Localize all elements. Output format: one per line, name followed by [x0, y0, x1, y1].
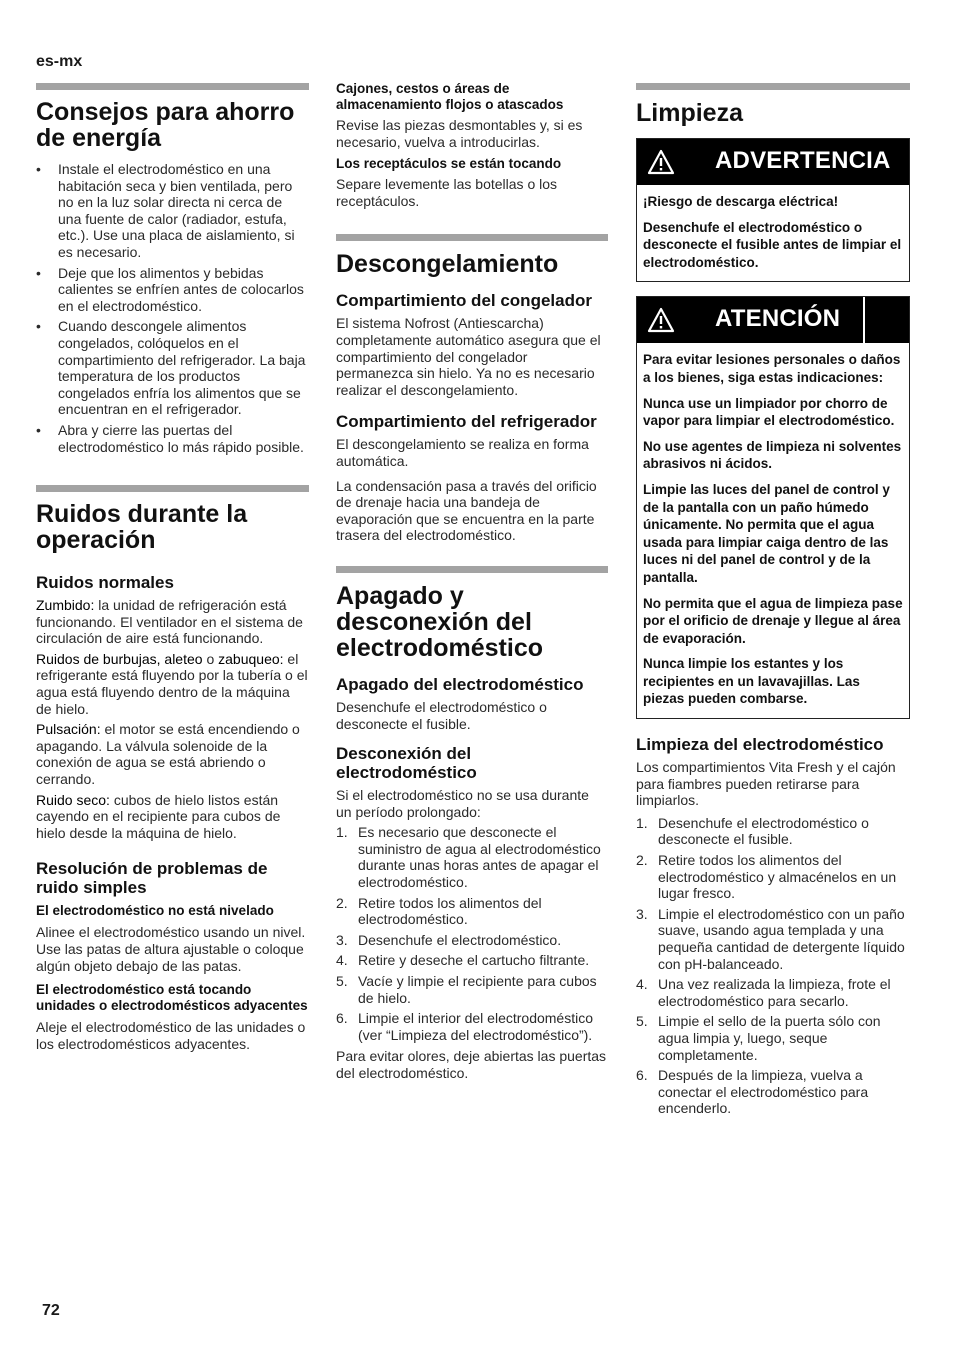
list-item-text: Cuando descongele alimentos congelados, colóquelos en el compartimiento del refrigerador. La baja temperatura de los productos congelados enfría los alimentos que se encuentran en el refrigerador. — [58, 318, 306, 418]
section-title-energy-saving — [36, 99, 309, 151]
list-item-text: Limpie el interior del electrodoméstico (ver “Limpieza del electrodoméstico”). — [358, 1010, 593, 1043]
subsection-switch-off: Apagado del electrodoméstico — [336, 674, 584, 694]
paragraph: El descongelamiento se realiza en forma automática. — [336, 436, 589, 469]
section-title-noises — [36, 501, 309, 553]
subsection-normal-noises: Ruidos normales — [36, 573, 174, 593]
term-label: Pulsación: — [36, 721, 101, 738]
caution-line: Nunca limpie los estantes y los recipientes en un lavavajillas. Las piezas pueden combarse. — [643, 656, 860, 707]
paragraph: Para evitar olores, deje abiertas las puertas del electrodoméstico. — [336, 1048, 607, 1081]
paragraph: Si el electrodoméstico no se usa durante un período prolongado: — [336, 787, 589, 820]
list-item: 5. Vacíe y limpie el recipiente para cubos de hielo. — [336, 973, 597, 1006]
paragraph: Separe levemente las botellas o los receptáculos. — [336, 176, 558, 209]
list-item: 1. Es necesario que desconecte el suministro de agua al electrodoméstico durante unas horas antes de apagar el electrodoméstico. — [336, 824, 601, 891]
caution-body — [637, 343, 909, 718]
list-item-text: Limpie el sello de la puerta sólo con agua limpia y, luego, seque completamente. — [658, 1013, 881, 1063]
term-text: el motor se está encendiendo o apagando. La válvula solenoide de la conexión de agua se está abriendo o cerrando. — [36, 721, 300, 788]
list-item: 6. Después de la limpieza, vuelva a conectar el electrodoméstico para encenderlo. — [636, 1067, 869, 1117]
column-right — [636, 0, 910, 1117]
section-divider — [336, 566, 608, 573]
page-number: 72 — [42, 1302, 60, 1319]
subsection-freezer: Compartimiento del congelador — [336, 291, 592, 311]
caution-line: Limpie las luces del panel de control y de la pantalla con un paño húmedo únicamente. No permita que el agua usada para limpiar caiga dentro de las luces ni del panel de control y de la pantalla. — [643, 481, 890, 585]
term-text: cubos de hielo listos están cayendo en el recipiente para cubos de hielo desde la máquina de hielo. — [36, 791, 281, 841]
title-line: Apagado y — [336, 581, 464, 610]
header-divider — [863, 297, 865, 343]
list-item-text: Retire todos los alimentos del electrodoméstico. — [358, 894, 542, 928]
column-middle — [336, 0, 608, 1082]
warning-box — [636, 138, 910, 282]
paragraph — [36, 792, 309, 842]
subsection-troubleshooting: Resolución de problemas de ruido simples — [36, 859, 268, 898]
problem-heading: El electrodoméstico está tocando unidades o electrodomésticos adyacentes — [36, 982, 308, 1014]
paragraph — [36, 651, 309, 717]
list-item: 2. Retire todos los alimentos del electrodoméstico. — [336, 894, 542, 928]
section-divider — [36, 83, 309, 90]
warning-triangle-icon — [647, 149, 675, 175]
list-item-text: Retire todos los alimentos del electrodoméstico y almacénelos en un lugar fresco. — [658, 852, 897, 902]
section-title-shutdown — [336, 583, 608, 661]
term-label: Ruido seco: — [36, 791, 110, 808]
warning-body — [637, 185, 909, 281]
list-item-text: Desenchufe el electrodoméstico. — [358, 931, 562, 948]
disconnect-steps-list — [336, 824, 608, 1043]
list-item-text: Después de la limpieza, vuelva a conectar el electrodoméstico para encenderlo. — [658, 1067, 869, 1117]
section-divider — [636, 83, 910, 90]
paragraph: Aleje el electrodoméstico de las unidades o los electrodomésticos adyacentes. — [36, 1019, 306, 1052]
paragraph: Los compartimientos Vita Fresh y el cajón para fiambres pueden retirarse para limpiarlos. — [636, 759, 896, 809]
caution-line: Nunca use un limpiador por chorro de vapor para limpiar el electrodoméstico. — [643, 395, 895, 429]
warning-header — [637, 139, 909, 185]
term-label: Zumbido: — [36, 597, 95, 614]
title-line: operación — [36, 526, 156, 555]
list-item: 5. Limpie el sello de la puerta sólo con agua limpia y, luego, seque completamente. — [636, 1013, 881, 1063]
title-line: desconexión del — [336, 607, 532, 636]
warning-line: ¡Riesgo de descarga eléctrica! — [643, 194, 839, 209]
section-divider — [336, 234, 608, 241]
list-item: 1. Desenchufe el electrodoméstico o desconecte el fusible. — [636, 814, 869, 848]
paragraph — [36, 721, 309, 787]
paragraph: La condensación pasa a través del orificio de drenaje hacia una bandeja de evaporación que se encuentra en la parte trasera del electrodoméstico. — [336, 477, 597, 544]
list-item: • Deje que los alimentos y bebidas calientes se enfríen antes de colocarlos en el electrodoméstico. — [36, 264, 304, 314]
list-item: 4. Retire y deseche el cartucho filtrante. — [336, 952, 590, 969]
caution-box — [636, 296, 910, 719]
column-left — [36, 0, 309, 1052]
caution-line: No use agentes de limpieza ni solventes abrasivos ni ácidos. — [643, 438, 902, 472]
title-line: Consejos para ahorro — [36, 98, 295, 126]
caution-triangle-icon — [647, 307, 675, 333]
language-code: es-mx — [36, 53, 83, 70]
caution-heading: ATENCIÓN — [715, 305, 841, 333]
warning-heading: ADVERTENCIA — [715, 147, 891, 174]
problem-heading: Los receptáculos se están tocando — [336, 156, 562, 172]
caution-header — [637, 297, 909, 343]
problem-heading: El electrodoméstico no está nivelado — [36, 903, 274, 919]
paragraph: Desenchufe el electrodoméstico o desconecte el fusible. — [336, 698, 547, 732]
list-item-text: Es necesario que desconecte el suministro de agua al electrodoméstico durante unas horas antes de apagar el electrodoméstico. — [358, 824, 601, 891]
term-text: la unidad de refrigeración está funcionando. El ventilador en el sistema de circulación de aire está funcionando. — [36, 597, 303, 647]
list-item-text: Vacíe y limpie el recipiente para cubos de hielo. — [358, 973, 597, 1006]
subsection-refrigerator: Compartimiento del refrigerador — [336, 412, 597, 432]
paragraph: Revise las piezas desmontables y, si es necesario, vuelva a introducirlas. — [336, 117, 583, 150]
list-item-text: Retire y deseche el cartucho filtrante. — [358, 952, 590, 969]
subsection-cleaning-appliance: Limpieza del electrodoméstico — [636, 735, 884, 755]
list-item: 2. Retire todos los alimentos del electrodoméstico y almacénelos en un lugar fresco. — [636, 852, 897, 902]
paragraph: Alinee el electrodoméstico usando un nivel. Use las patas de altura ajustable o coloque algún objeto debajo de las patas. — [36, 924, 306, 974]
list-item: 3. Desenchufe el electrodoméstico. — [336, 931, 562, 948]
list-item: • Instale el electrodoméstico en una habitación seca y bien ventilada, pero no en la luz solar directa ni cerca de una fuente de calor (radiador, estufa, etc.). Use una placa de aislamiento, si es necesario. — [36, 161, 295, 260]
list-item-text: Desenchufe el electrodoméstico o desconecte el fusible. — [658, 814, 869, 848]
term-text: el refrigerante está fluyendo por la tubería o el agua está fluyendo dentro de la máquina de hielo. — [36, 650, 308, 717]
list-item: • Abra y cierre las puertas del electrodoméstico lo más rápido posible. — [36, 421, 304, 455]
term-text: o — [202, 650, 219, 667]
paragraph — [36, 597, 309, 647]
energy-tips-list — [36, 161, 309, 455]
section-divider — [36, 485, 309, 492]
list-item: 4. Una vez realizada la limpieza, frote el electrodoméstico para secarlo. — [636, 976, 891, 1009]
caution-line: Para evitar lesiones personales o daños a los bienes, siga estas indicaciones: — [643, 352, 901, 385]
caution-line: No permita que el agua de limpieza pase por el orificio de drenaje y llegue al área de evaporación. — [643, 595, 903, 646]
section-title-cleaning: Limpieza — [636, 99, 743, 127]
title-line: Ruidos durante la — [36, 500, 248, 529]
term-label: Ruidos de burbujas, aleteo — [36, 650, 203, 667]
list-item: 6. Limpie el interior del electrodoméstico (ver “Limpieza del electrodoméstico”). — [336, 1010, 593, 1043]
list-item: 3. Limpie el electrodoméstico con un paño suave, usando agua templada y una pequeña cantidad de detergente líquido con pH-balanceado. — [636, 905, 905, 972]
list-item-text: Deje que los alimentos y bebidas calientes se enfríen antes de colocarlos en el electrodoméstico. — [58, 264, 304, 314]
list-item-text: Limpie el electrodoméstico con un paño suave, usando agua templada y una pequeña cantidad de detergente líquido con pH-balanceado. — [658, 905, 905, 972]
term-label: zabuqueo: — [218, 650, 284, 667]
title-line: de energía — [36, 124, 162, 152]
list-item-text: Abra y cierre las puertas del electrodoméstico lo más rápido posible. — [58, 421, 304, 455]
paragraph: El sistema Nofrost (Antiescarcha) completamente automático asegura que el compartimiento del congelador permanezca sin hielo. Ya no es necesario realizar el descongelamiento. — [336, 315, 601, 398]
problem-heading: Cajones, cestos o áreas de almacenamiento flojos o atascados — [336, 81, 564, 112]
subsection-disconnect: Desconexión del electrodoméstico — [336, 744, 477, 783]
title-line: electrodoméstico — [336, 633, 544, 662]
list-item-text: Instale el electrodoméstico en una habitación seca y bien ventilada, pero no en la luz solar directa ni cerca de una fuente de calor (radiador, estufa, etc.). Use una placa de aislamiento, si es necesario. — [58, 161, 295, 260]
list-item-text: Una vez realizada la limpieza, frote el electrodoméstico para secarlo. — [658, 976, 891, 1009]
list-item: • Cuando descongele alimentos congelados, colóquelos en el compartimiento del refrigerador. La baja temperatura de los productos congelados enfría los alimentos que se encuentran en el refrigerador. — [36, 318, 306, 418]
warning-line: Desenchufe el electrodoméstico o desconecte el fusible antes de limpiar el electrodoméstico. — [643, 219, 902, 270]
section-title-defrosting: Descongelamiento — [336, 250, 559, 279]
cleaning-steps-list — [636, 815, 910, 1117]
